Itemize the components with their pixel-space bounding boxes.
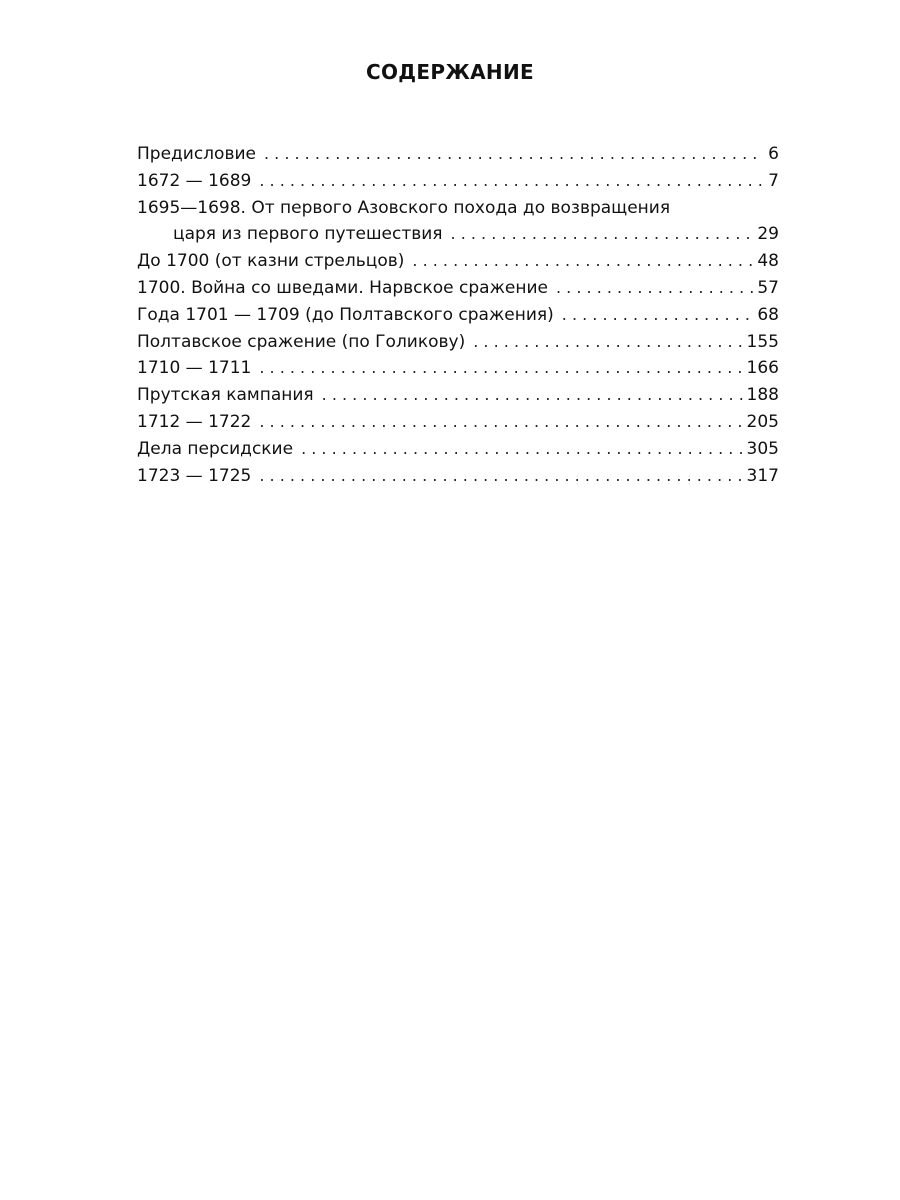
toc-page-number: 29: [757, 224, 779, 245]
dot-leader: [556, 275, 753, 302]
table-of-contents: [137, 141, 779, 489]
toc-page-number: 166: [746, 358, 779, 379]
toc-entry[interactable]: [137, 329, 779, 356]
dot-leader: [412, 248, 753, 275]
toc-entry[interactable]: [137, 463, 779, 490]
dot-leader: [259, 409, 742, 436]
toc-page-number: 7: [768, 170, 779, 191]
toc-entry-title: 1700. Война со шведами. Нарвское сражение: [137, 277, 548, 298]
toc-entry-title: До 1700 (от казни стрельцов): [137, 251, 405, 272]
toc-entry-title: 1710 — 1711: [137, 358, 252, 379]
toc-entry-title: Года 1701 — 1709 (до Полтавского сражения): [137, 304, 554, 325]
toc-entry[interactable]: [137, 382, 779, 409]
dot-leader: [322, 382, 743, 409]
toc-page-number: 48: [757, 251, 779, 272]
toc-page-number: 317: [746, 465, 779, 486]
toc-page-number: 68: [757, 304, 779, 325]
toc-entry-title: Полтавское сражение (по Голикову): [137, 331, 466, 352]
toc-entry[interactable]: [137, 275, 779, 302]
toc-page-number: 188: [746, 385, 779, 406]
dot-leader: [264, 141, 764, 168]
toc-page-number: 57: [757, 277, 779, 298]
toc-entry-title: Дела персидские: [137, 438, 294, 459]
toc-entry-title-line1: 1695—1698. От первого Азовского похода до возвращения: [137, 197, 671, 218]
dot-leader: [301, 436, 742, 463]
toc-entry-title: 1712 — 1722: [137, 411, 252, 432]
toc-page-number: 155: [746, 331, 779, 352]
toc-entry[interactable]: [137, 409, 779, 436]
toc-page-number: 305: [746, 438, 779, 459]
dot-leader: [562, 302, 754, 329]
page-title: СОДЕРЖАНИЕ: [366, 60, 534, 84]
toc-entry[interactable]: [137, 168, 779, 195]
toc-entry-title: 1723 — 1725: [137, 465, 252, 486]
toc-page-number: 6: [768, 144, 779, 164]
dot-leader: [451, 221, 754, 248]
dot-leader: [473, 329, 742, 356]
toc-entry-title: царя из первого путешествия: [173, 224, 443, 245]
toc-page-number: 205: [746, 411, 779, 432]
toc-entry-title: 1672 — 1689: [137, 170, 252, 191]
toc-entry[interactable]: [137, 436, 779, 463]
dot-leader: [259, 355, 742, 382]
toc-entry[interactable]: [137, 141, 779, 168]
dot-leader: [259, 168, 764, 195]
dot-leader: [259, 463, 742, 490]
toc-entry[interactable]: [137, 302, 779, 329]
toc-entry[interactable]: [137, 195, 779, 249]
toc-entry[interactable]: [137, 355, 779, 382]
toc-entry-title: Прутская кампания: [137, 385, 314, 406]
toc-entry-title: Предисловие: [137, 144, 256, 164]
toc-entry[interactable]: [137, 248, 779, 275]
